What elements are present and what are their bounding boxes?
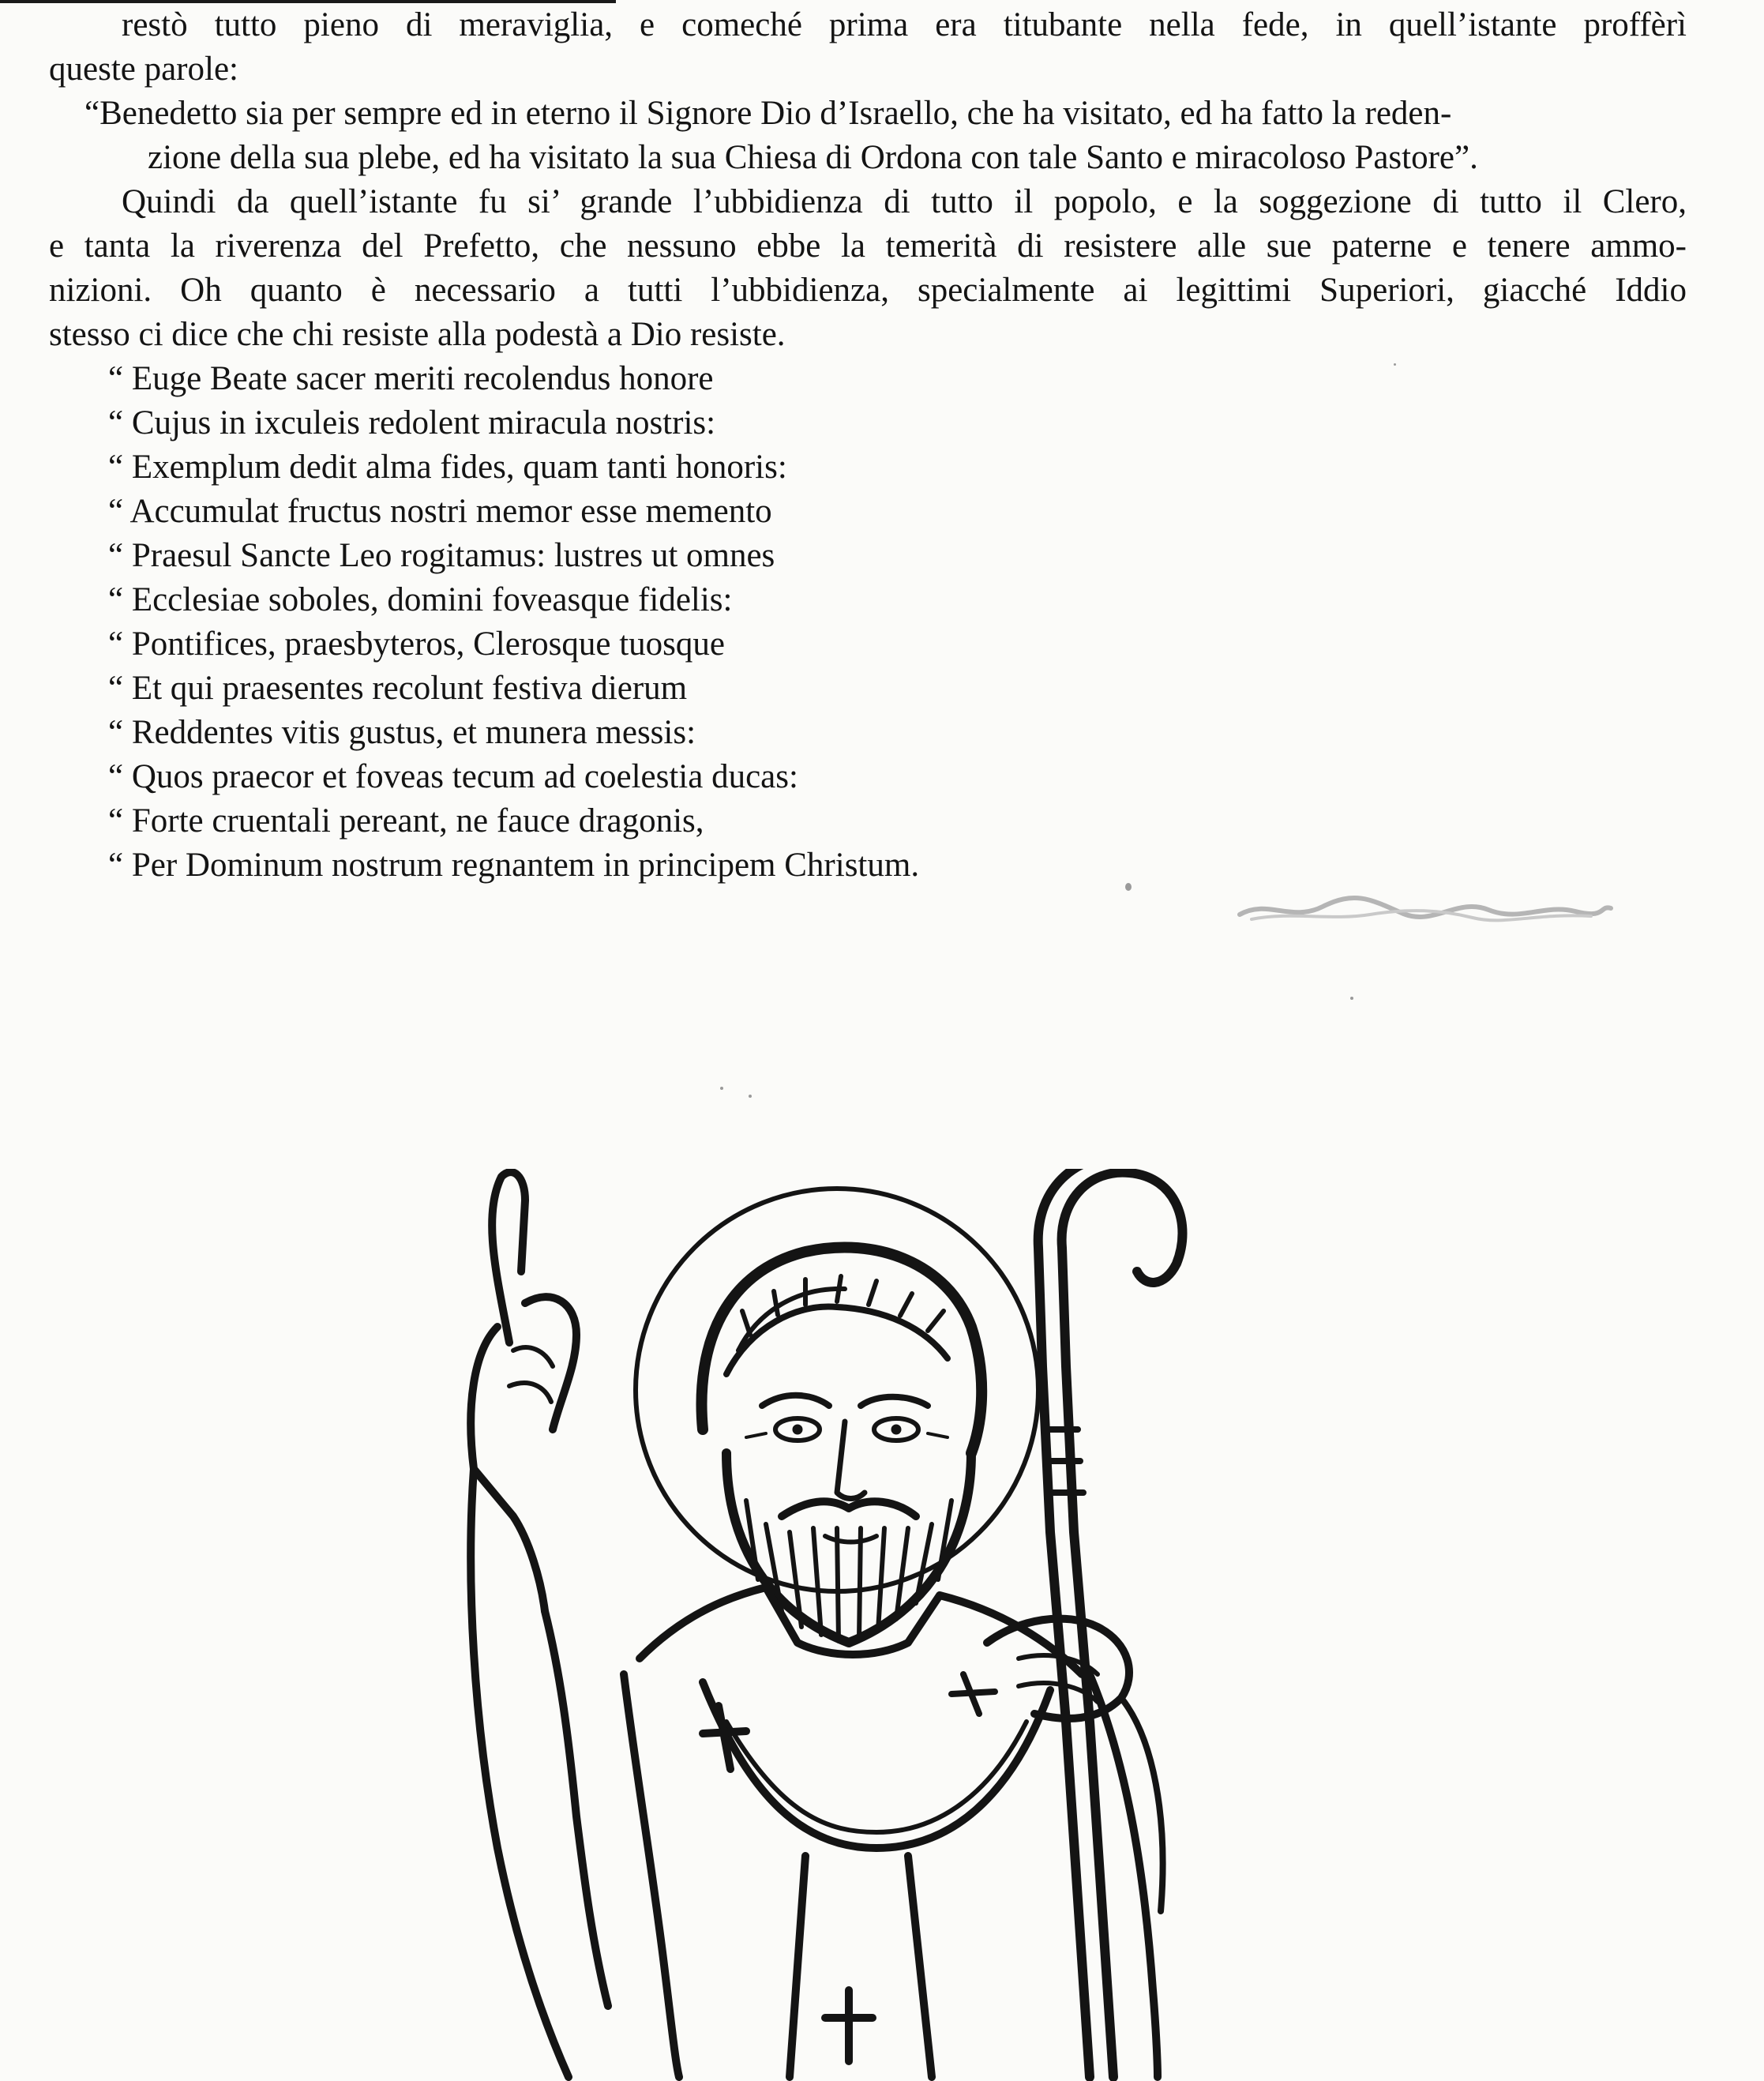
speck: [1394, 363, 1396, 366]
speck: [1125, 883, 1132, 891]
verse-line: “ Exemplum dedit alma fides, quam tanti honoris:: [108, 449, 787, 486]
paragraph-1-line-1: restò tutto pieno di meraviglia, e comeché prima era titubante nella fede, in quell’istante proffèrì: [122, 6, 1687, 43]
paragraph-1-line-2: queste parole:: [49, 51, 238, 88]
quote-line-2: zione della sua plebe, ed ha visitato la sua Chiesa di Ordona con tale Santo e miracoloso Pastore”.: [148, 139, 1478, 176]
speck: [1350, 997, 1353, 1000]
speck: [749, 1095, 752, 1098]
scribble-mark: [1236, 883, 1615, 930]
document-text: [49, 3, 1687, 888]
verse-line: “ Per Dominum nostrum regnantem in principem Christum.: [108, 847, 920, 884]
paragraph-2-line-4: stesso ci dice che chi resiste alla podestà a Dio resiste.: [49, 316, 786, 353]
saint-bishop-woodcut-icon: [466, 1169, 1271, 2081]
verse-line: “ Praesul Sancte Leo rogitamus: lustres ut omnes: [108, 537, 775, 574]
verse-line: “ Euge Beate sacer meriti recolendus honore: [108, 360, 714, 397]
verse-line: “ Reddentes vitis gustus, et munera messis:: [108, 714, 696, 751]
verse-line: “ Pontifices, praesbyteros, Clerosque tuosque: [108, 625, 725, 663]
paragraph-2-line-1: Quindi da quell’istante fu si’ grande l’ubbidienza di tutto il popolo, e la soggezione di tutto il Clero,: [122, 183, 1687, 220]
verse-line: “ Et qui praesentes recolunt festiva dierum: [108, 670, 688, 707]
quote-line-1: “Benedetto sia per sempre ed in eterno il Signore Dio d’Israello, che ha visitato, ed ha fatto la reden-: [84, 95, 1452, 132]
verse-line: “ Ecclesiae soboles, domini foveasque fidelis:: [108, 581, 733, 618]
verse-line: “ Accumulat fructus nostri memor esse memento: [108, 493, 772, 530]
verse-line: “ Forte cruentali pereant, ne fauce dragonis,: [108, 802, 704, 840]
paragraph-2-line-3: nizioni. Oh quanto è necessario a tutti l’ubbidienza, specialmente ai legittimi Superiori, giacché Iddio: [49, 272, 1687, 309]
verse-line: “ Quos praecor et foveas tecum ad coelestia ducas:: [108, 758, 798, 795]
verse-line: “ Cujus in ixculeis redolent miracula nostris:: [108, 404, 716, 441]
paragraph-2-line-2: e tanta la riverenza del Prefetto, che nessuno ebbe la temerità di resistere alle sue paterne e tenere ammo-: [49, 227, 1687, 265]
speck: [720, 1087, 723, 1090]
